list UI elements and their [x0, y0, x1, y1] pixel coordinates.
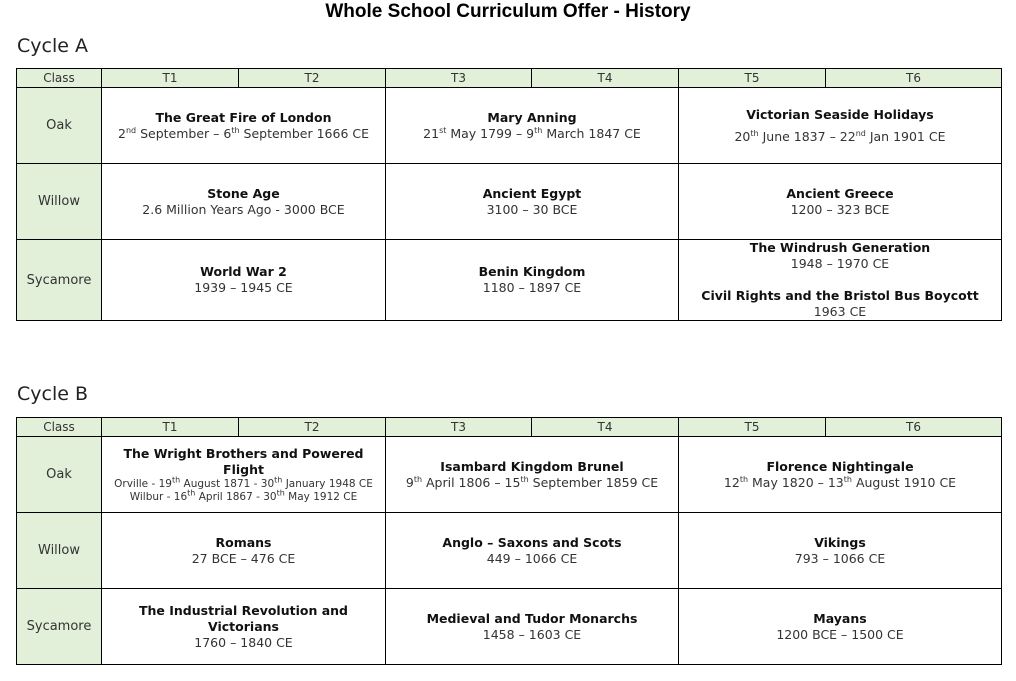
cycle-a-heading: Cycle A [17, 35, 88, 57]
table-row [17, 589, 1002, 665]
topic-dates: 1200 BCE – 1500 CE [776, 626, 904, 642]
topic-cell [386, 513, 679, 589]
topic-dates: 1180 – 1897 CE [482, 280, 582, 295]
topic-title: The Great Fire of London [155, 109, 332, 125]
topic-cell [679, 513, 1002, 589]
topic-cell [386, 240, 679, 321]
topic-dates: 21st May 1799 – 9th March 1847 CE [423, 125, 641, 141]
topic-title: Vikings [814, 534, 866, 550]
class-oak: Oak [17, 88, 102, 164]
topic-title: Stone Age [207, 185, 280, 201]
topic-dates: 20th June 1837 – 22nd Jan 1901 CE [734, 128, 946, 144]
header-t5: T5 [679, 69, 826, 88]
topic-cell [102, 240, 386, 321]
topic-dates: 9th April 1806 – 15th September 1859 CE [405, 474, 659, 490]
topic-cell [102, 589, 386, 665]
table-row [17, 88, 1002, 164]
topic-dates: 1939 – 1945 CE [194, 280, 293, 295]
header-row [17, 69, 1002, 88]
table-row [17, 164, 1002, 240]
header-t4: T4 [532, 69, 679, 88]
topic-title: Medieval and Tudor Monarchs [426, 610, 638, 626]
header-class: Class [17, 69, 102, 88]
topic-title: Anglo – Saxons and Scots [442, 534, 622, 550]
topic-dates: Wilbur - 16th April 1867 - 30th May 1912 CE [129, 488, 358, 503]
topic-dates: 12th May 1820 – 13th August 1910 CE [723, 474, 957, 490]
header-t6: T6 [826, 69, 1002, 88]
cycle-b-heading: Cycle B [17, 383, 88, 405]
table-row [17, 240, 1002, 321]
topic-dates: 1200 – 323 BCE [790, 201, 890, 217]
header-t6: T6 [826, 418, 1002, 437]
topic-dates: 1760 – 1840 CE [194, 634, 293, 650]
header-class: Class [17, 418, 102, 437]
topic-cell [386, 437, 679, 513]
topic-title: Romans [215, 534, 272, 550]
table-row [17, 513, 1002, 589]
header-t2: T2 [239, 418, 386, 437]
header-t5: T5 [679, 418, 826, 437]
topic-cell [679, 88, 1002, 164]
topic-cell [102, 437, 386, 513]
class-willow: Willow [17, 513, 102, 589]
topic-cell [386, 88, 679, 164]
page-title: Whole School Curriculum Offer - History [325, 1, 691, 22]
table-row [17, 437, 1002, 513]
topic-title: The Windrush Generation [749, 240, 931, 255]
header-t3: T3 [386, 69, 532, 88]
header-t1: T1 [102, 418, 239, 437]
topic-dates: 1963 CE [813, 304, 867, 319]
header-t4: T4 [532, 418, 679, 437]
topic-title: The Wright Brothers and Powered Flight [123, 445, 364, 477]
topic-cell [679, 437, 1002, 513]
class-oak: Oak [17, 437, 102, 513]
topic-cell [386, 164, 679, 240]
topic-title: World War 2 [200, 264, 287, 279]
class-willow: Willow [17, 164, 102, 240]
topic-title: Isambard Kingdom Brunel [440, 458, 624, 474]
topic-cell [102, 164, 386, 240]
topic-dates: 2.6 Million Years Ago - 3000 BCE [142, 201, 345, 217]
topic-dates: 449 – 1066 CE [486, 550, 578, 566]
class-sycamore: Sycamore [17, 589, 102, 665]
topic-dates: 2nd September – 6th September 1666 CE [118, 125, 369, 141]
topic-dates: 3100 – 30 BCE [486, 201, 578, 217]
topic-title: Ancient Egypt [482, 185, 582, 201]
cycle-b-table [16, 417, 1002, 665]
topic-cell [679, 164, 1002, 240]
topic-title: Ancient Greece [786, 185, 894, 201]
header-t1: T1 [102, 69, 239, 88]
topic-title: Florence Nightingale [766, 458, 914, 474]
topic-dates: 793 – 1066 CE [794, 550, 886, 566]
topic-cell [679, 589, 1002, 665]
topic-dates: 1458 – 1603 CE [482, 626, 582, 642]
topic-cell [679, 240, 1002, 321]
topic-title: Mary Anning [487, 109, 577, 125]
cycle-a-table [16, 68, 1002, 321]
header-row [17, 418, 1002, 437]
topic-cell [102, 513, 386, 589]
header-t2: T2 [239, 69, 386, 88]
topic-title: The Industrial Revolution and Victorians [139, 602, 348, 634]
header-t3: T3 [386, 418, 532, 437]
topic-title: Victorian Seaside Holidays [746, 106, 934, 122]
topic-cell [102, 88, 386, 164]
topic-cell [386, 589, 679, 665]
topic-dates: 1948 – 1970 CE [790, 256, 890, 271]
topic-title: Benin Kingdom [478, 264, 586, 279]
topic-title: Mayans [813, 610, 867, 626]
class-sycamore: Sycamore [17, 240, 102, 321]
topic-dates: 27 BCE – 476 CE [191, 550, 296, 566]
topic-dates: Orville - 19th August 1871 - 30th January 1948 CE [114, 475, 373, 490]
topic-title: Civil Rights and the Bristol Bus Boycott [701, 288, 979, 303]
